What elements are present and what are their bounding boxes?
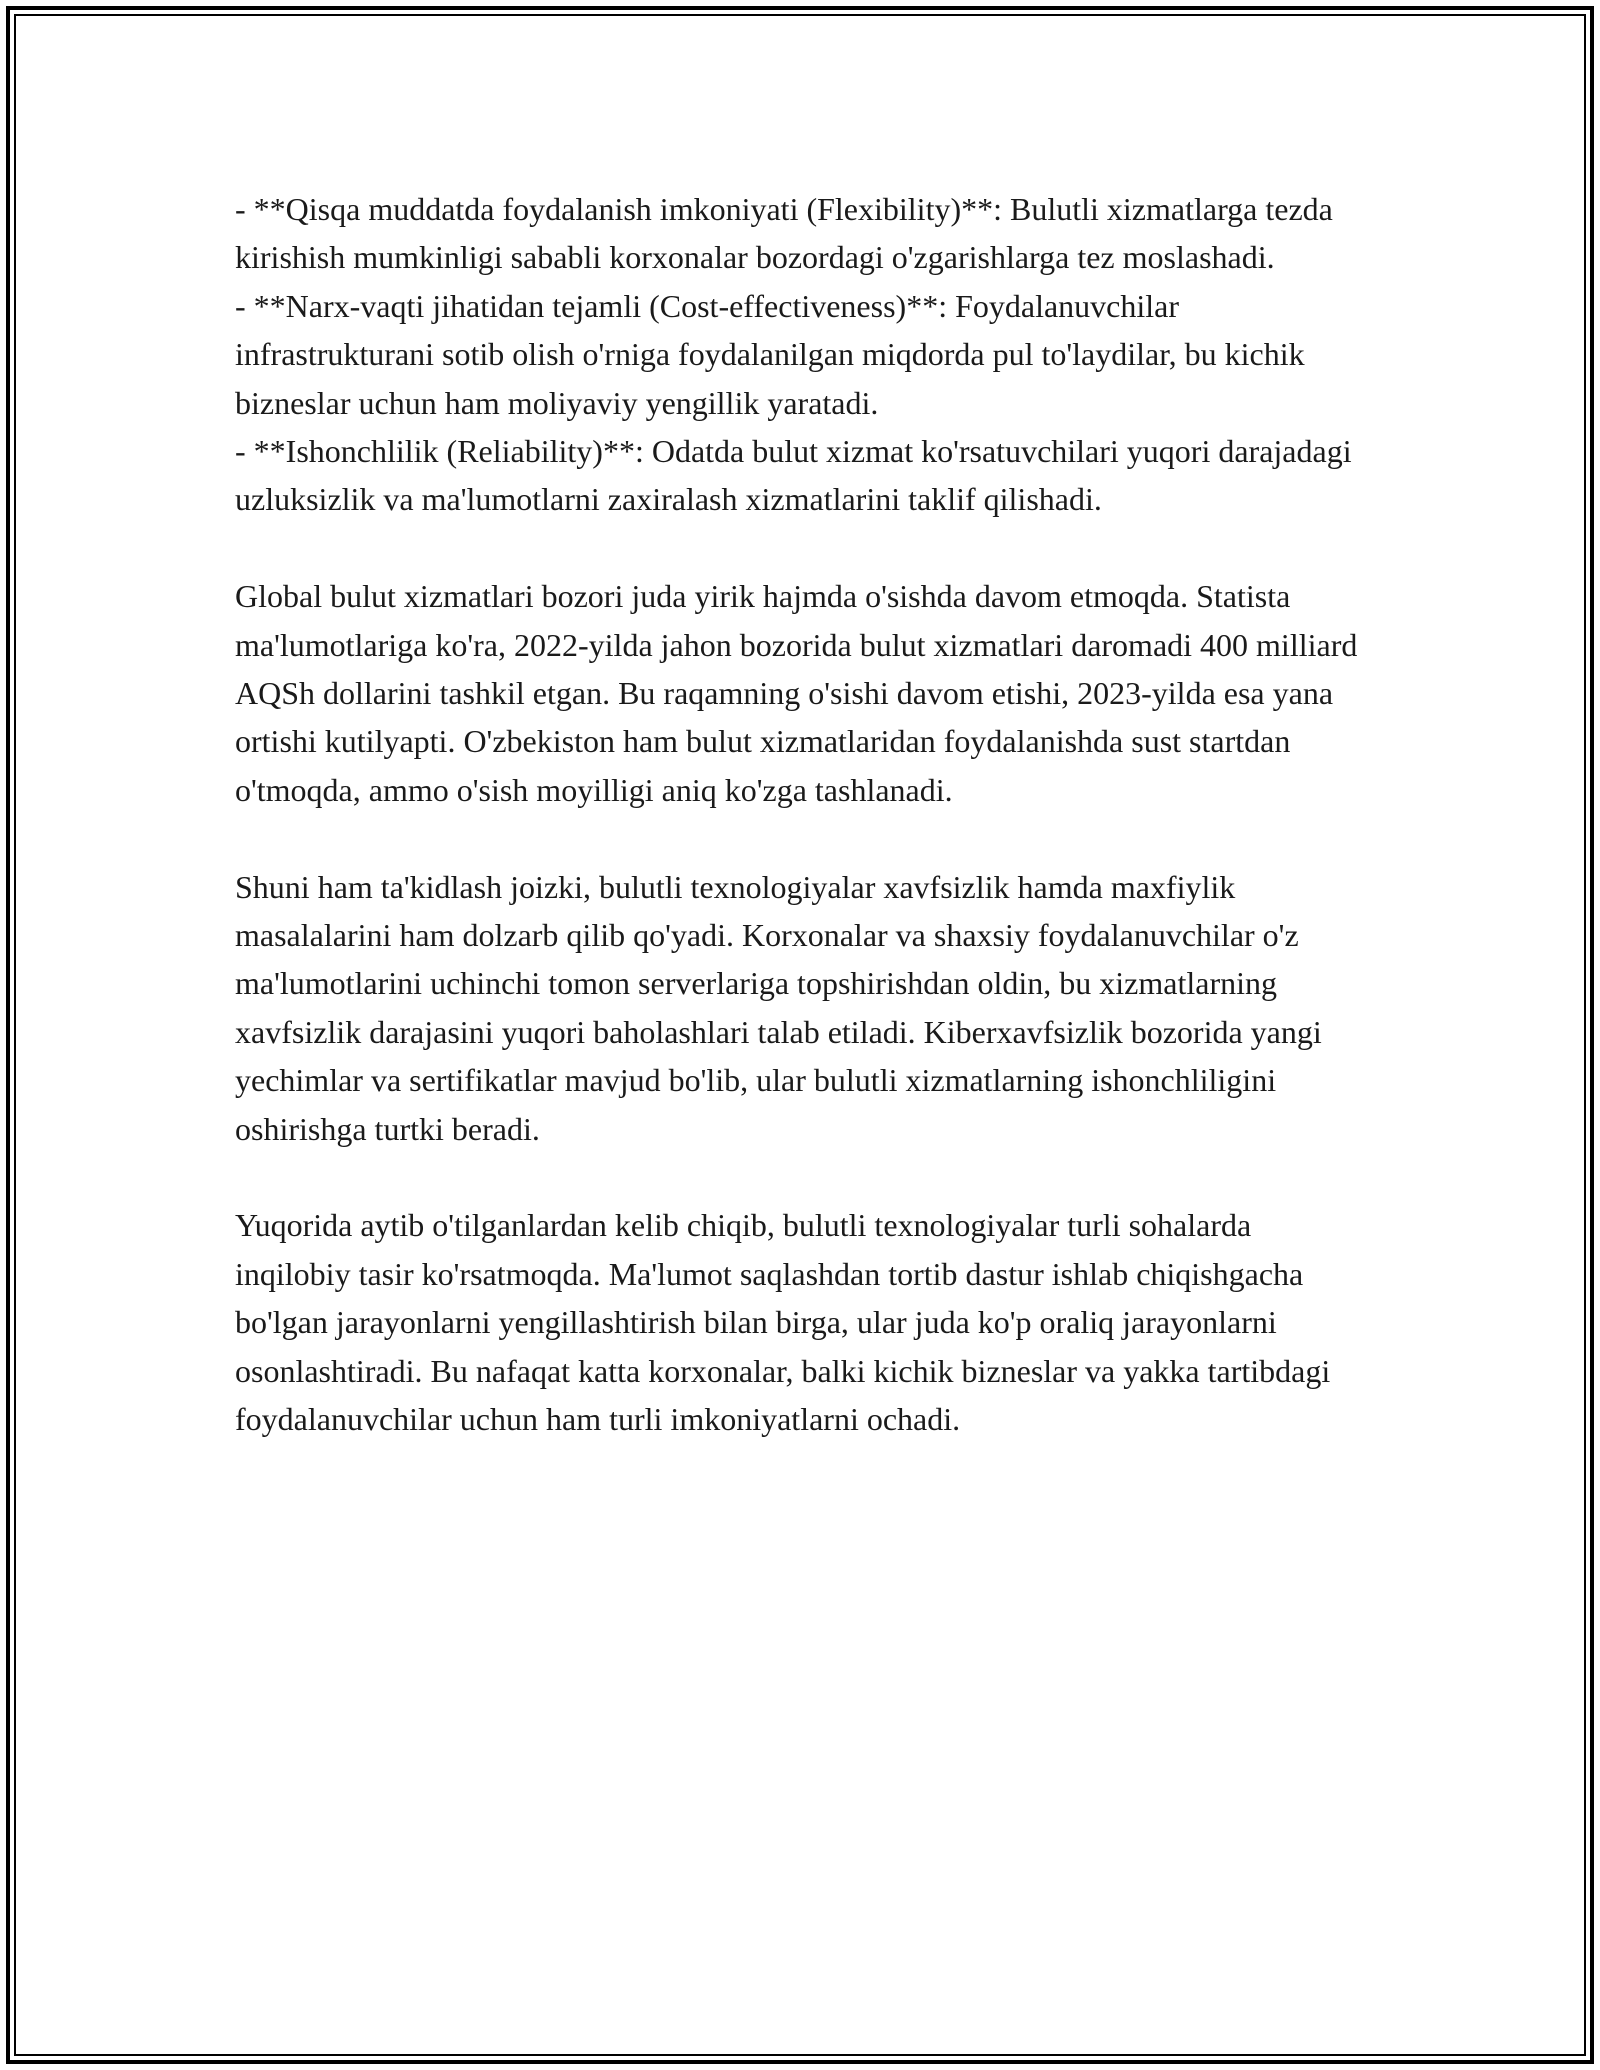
paragraph-conclusion: Yuqorida aytib o'tilganlardan kelib chiqib, bulutli texnologiyalar turli sohalarda inqilobiy tasir ko'rsatmoqda. Ma'lumot saqlashdan tortib dastur ishlab chiqishgacha bo'lgan jarayonlarni yengillashtirish bilan birga, ular juda ko'p oraliq jarayonlarni osonlashtiradi. Bu nafaqat katta korxonalar, balki kichik bizneslar va yakka tartibdagi foydalanuvchilar uchun ham turli imkoniyatlarni ochadi. <box>235 1207 1331 1438</box>
paragraph-spacer <box>235 814 1365 862</box>
paragraph-security: Shuni ham ta'kidlash joizki, bulutli texnologiyalar xavfsizlik hamda maxfiylik masalalarini ham dolzarb qilib qo'yadi. Korxonalar va shaxsiy foydalanuvchilar o'z ma'lumotlarini uchinchi tomon serverlariga topshirishdan oldin, bu xizmatlarning xavfsizlik darajasini yuqori baholashlari talab etiladi. Kiberxavfsizlik bozorida yangi yechimlar va sertifikatlar mavjud bo'lib, ular bulutli xizmatlarning ishonchliligini oshirishga turtki beradi. <box>235 868 1322 1147</box>
bullet-cost-effectiveness: - **Narx-vaqti jihatidan tejamli (Cost-effectiveness)**: Foydalanuvchilar infrastrukturani sotib olish o'rniga foydalanilgan miqdorda pul to'laydilar, bu kichik bizneslar uchun ham moliyaviy yengillik yaratadi. <box>235 287 1305 421</box>
bullet-reliability: - **Ishonchlilik (Reliability)**: Odatda bulut xizmat ko'rsatuvchilari yuqori darajadagi uzluksizlik va ma'lumotlarni zaxiralash xizmatlarini taklif qilishadi. <box>235 433 1352 518</box>
paragraph-market-growth: Global bulut xizmatlari bozori juda yirik hajmda o'sishda davom etmoqda. Statista ma'lumotlariga ko'ra, 2022-yilda jahon bozorida bulut xizmatlari daromadi 400 milliard AQSh dollarini tashkil etgan. Bu raqamning o'sishi davom etishi, 2023-yilda esa yana ortishi kutilyapti. O'zbekiston ham bulut xizmatlaridan foydalanishda sust startdan o'tmoqda, ammo o'sish moyilligi aniq ko'zga tashlanadi. <box>235 578 1358 808</box>
paragraph-spacer <box>235 524 1365 572</box>
bullet-flexibility: - **Qisqa muddatda foydalanish imkoniyati (Flexibility)**: Bulutli xizmatlarga tezda kirishish mumkinligi sababli korxonalar bozordagi o'zgarishlarga tez moslashadi. <box>235 191 1333 276</box>
paragraph-spacer <box>235 1153 1365 1201</box>
document-body <box>235 185 1365 1444</box>
